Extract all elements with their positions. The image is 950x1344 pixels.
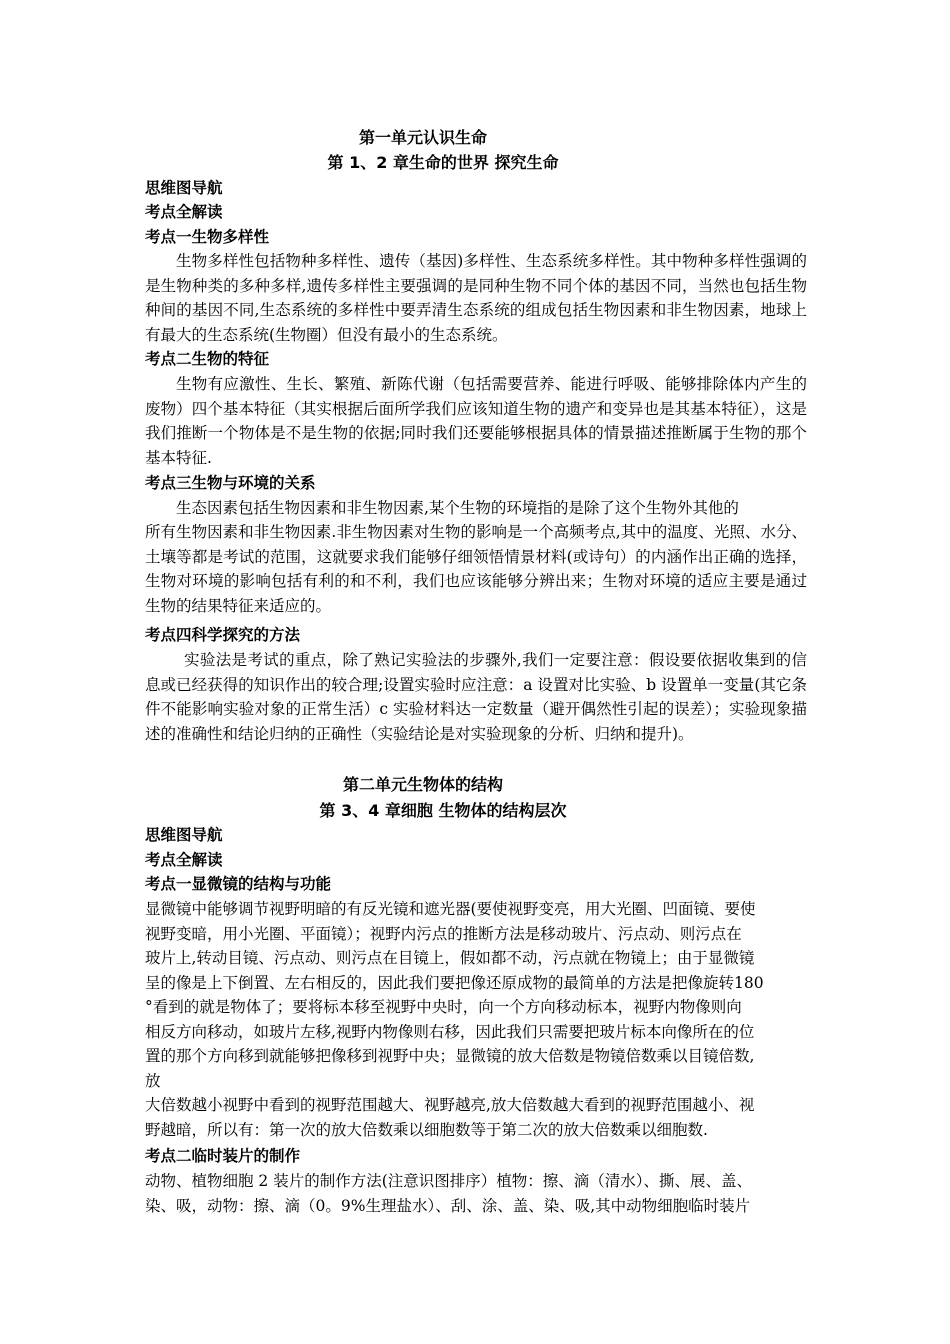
point-paragraph: 所有生物因素和非生物因素.非生物因素对生物的影响是一个高频考点,其中的温度、光照、水分、土壤等都是考试的范围，这就要求我们能够仔细领悟情景材料(或诗句）的内涵作出正确的选择，生物对环境的影响包括有利的和不利，我们也应该能够分辨出来；生物对环境的适应主要是通过生物的结果特征来适应的。 [145,523,807,615]
point-paragraph: 生物多样性包括物种多样性、遗传（基因)多样性、生态系统多样性。其中物种多样性强调的是生物种类的多种多样,遗传多样性主要强调的是同种生物不同个体的基因不同，当然也包括生物种间的基因不同,生态系统的多样性中要弄清生态系统的组成包括生物因素和非生物因素，地球上有最大的生态系统(生物圈）但没有最小的生态系统。 [145,252,807,344]
text-line: 相反方向移动，如玻片左移,视野内物像则右移，因此我们只需要把玻片标本向像所在的位 [145,1022,755,1041]
point-heading: 考点三生物与环境的关系 [145,474,316,492]
unit2-chapter-title: 第 3、4 章细胞 生物体的结构层次 [319,801,567,820]
text-line: 置的那个方向移到就能够把像移到视野中央；显微镜的放大倍数是物镜倍数乘以目镜倍数, [145,1047,755,1065]
unit1-analysis-heading: 考点全解读 [145,203,223,221]
unit2-analysis-heading: 考点全解读 [145,851,223,869]
text-line: 野越暗，所以有：第一次的放大倍数乘以细胞数等于第二次的放大倍数乘以细胞数. [145,1120,708,1139]
text-line: 玻片上,转动目镜、污点动、则污点在目镜上，假如都不动，污点就在物镜上；由于显微镜 [145,949,755,967]
point-paragraph: 实验法是考试的重点，除了熟记实验法的步骤外,我们一定要注意：假设要依据收集到的信息或已经获得的知识作出的较合理;设置实验时应注意：a 设置对比实验、b 设置单一变量(其它条件不能影响实验对象的正常生活）c 实验材料达一定数量（避开偶然性引起的误差）；实验现象描述的准确性和结论归纳的正确性（实验结论是对实验现象的分析、归纳和提升)。 [145,651,807,743]
unit2-title: 第二单元生物体的结构 [342,775,503,794]
slide-prep-paragraph [145,1169,807,1218]
text-line: 视野变暗，用小光圈、平面镜）；视野内污点的推断方法是移动玻片、污点动、则污点在 [145,924,742,943]
point-heading: 考点四科学探究的方法 [145,626,301,644]
text-line: 呈的像是上下倒置、左右相反的，因此我们要把像还原成物的最简单的方法是把像旋转180 [145,973,764,992]
unit1-chapter-title: 第 1、2 章生命的世界 探究生命 [327,153,559,172]
unit2-mindmap-heading: 思维图导航 [145,826,223,844]
point-paragraph-line: 生态因素包括生物因素和非生物因素,某个生物的环境指的是除了这个生物外其他的 [176,499,739,517]
point-heading: 考点二生物的特征 [145,350,270,368]
text-line: 染、吸，动物：擦、滴（0。9%生理盐水）、刮、涂、盖、染、吸,其中动物细胞临时装片 [145,1196,751,1215]
point-paragraph: 生物有应激性、生长、繁殖、新陈代谢（包括需要营养、能进行呼吸、能够排除体内产生的废物）四个基本特征（其实根据后面所学我们应该知道生物的遗产和变异也是其基本特征），这是我们推断一个物体是不是生物的依据;同时我们还要能够根据具体的情景描述推断属于生物的那个基本特征. [145,375,807,467]
point-heading: 考点二临时装片的制作 [145,1147,301,1165]
text-line: 动物、植物细胞 2 装片的制作方法(注意识图排序）植物：擦、滴（清水）、撕、展、盖、 [145,1172,753,1190]
unit1-mindmap-heading: 思维图导航 [145,179,223,197]
text-line: 大倍数越小视野中看到的视野范围越大、视野越亮,放大倍数越大看到的视野范围越小、视 [145,1096,755,1114]
microscope-paragraph [145,897,807,1142]
text-line: °看到的就是物体了；要将标本移至视野中央时，向一个方向移动标本，视野内物像则向 [145,998,742,1016]
point-heading: 考点一显微镜的结构与功能 [145,875,332,893]
unit1-title: 第一单元认识生命 [358,128,487,147]
point-heading: 考点一生物多样性 [145,228,270,246]
text-line: 放 [145,1071,161,1090]
text-line: 显微镜中能够调节视野明暗的有反光镜和遮光器(要使视野变亮，用大光圈、凹面镜、要使 [145,900,756,918]
